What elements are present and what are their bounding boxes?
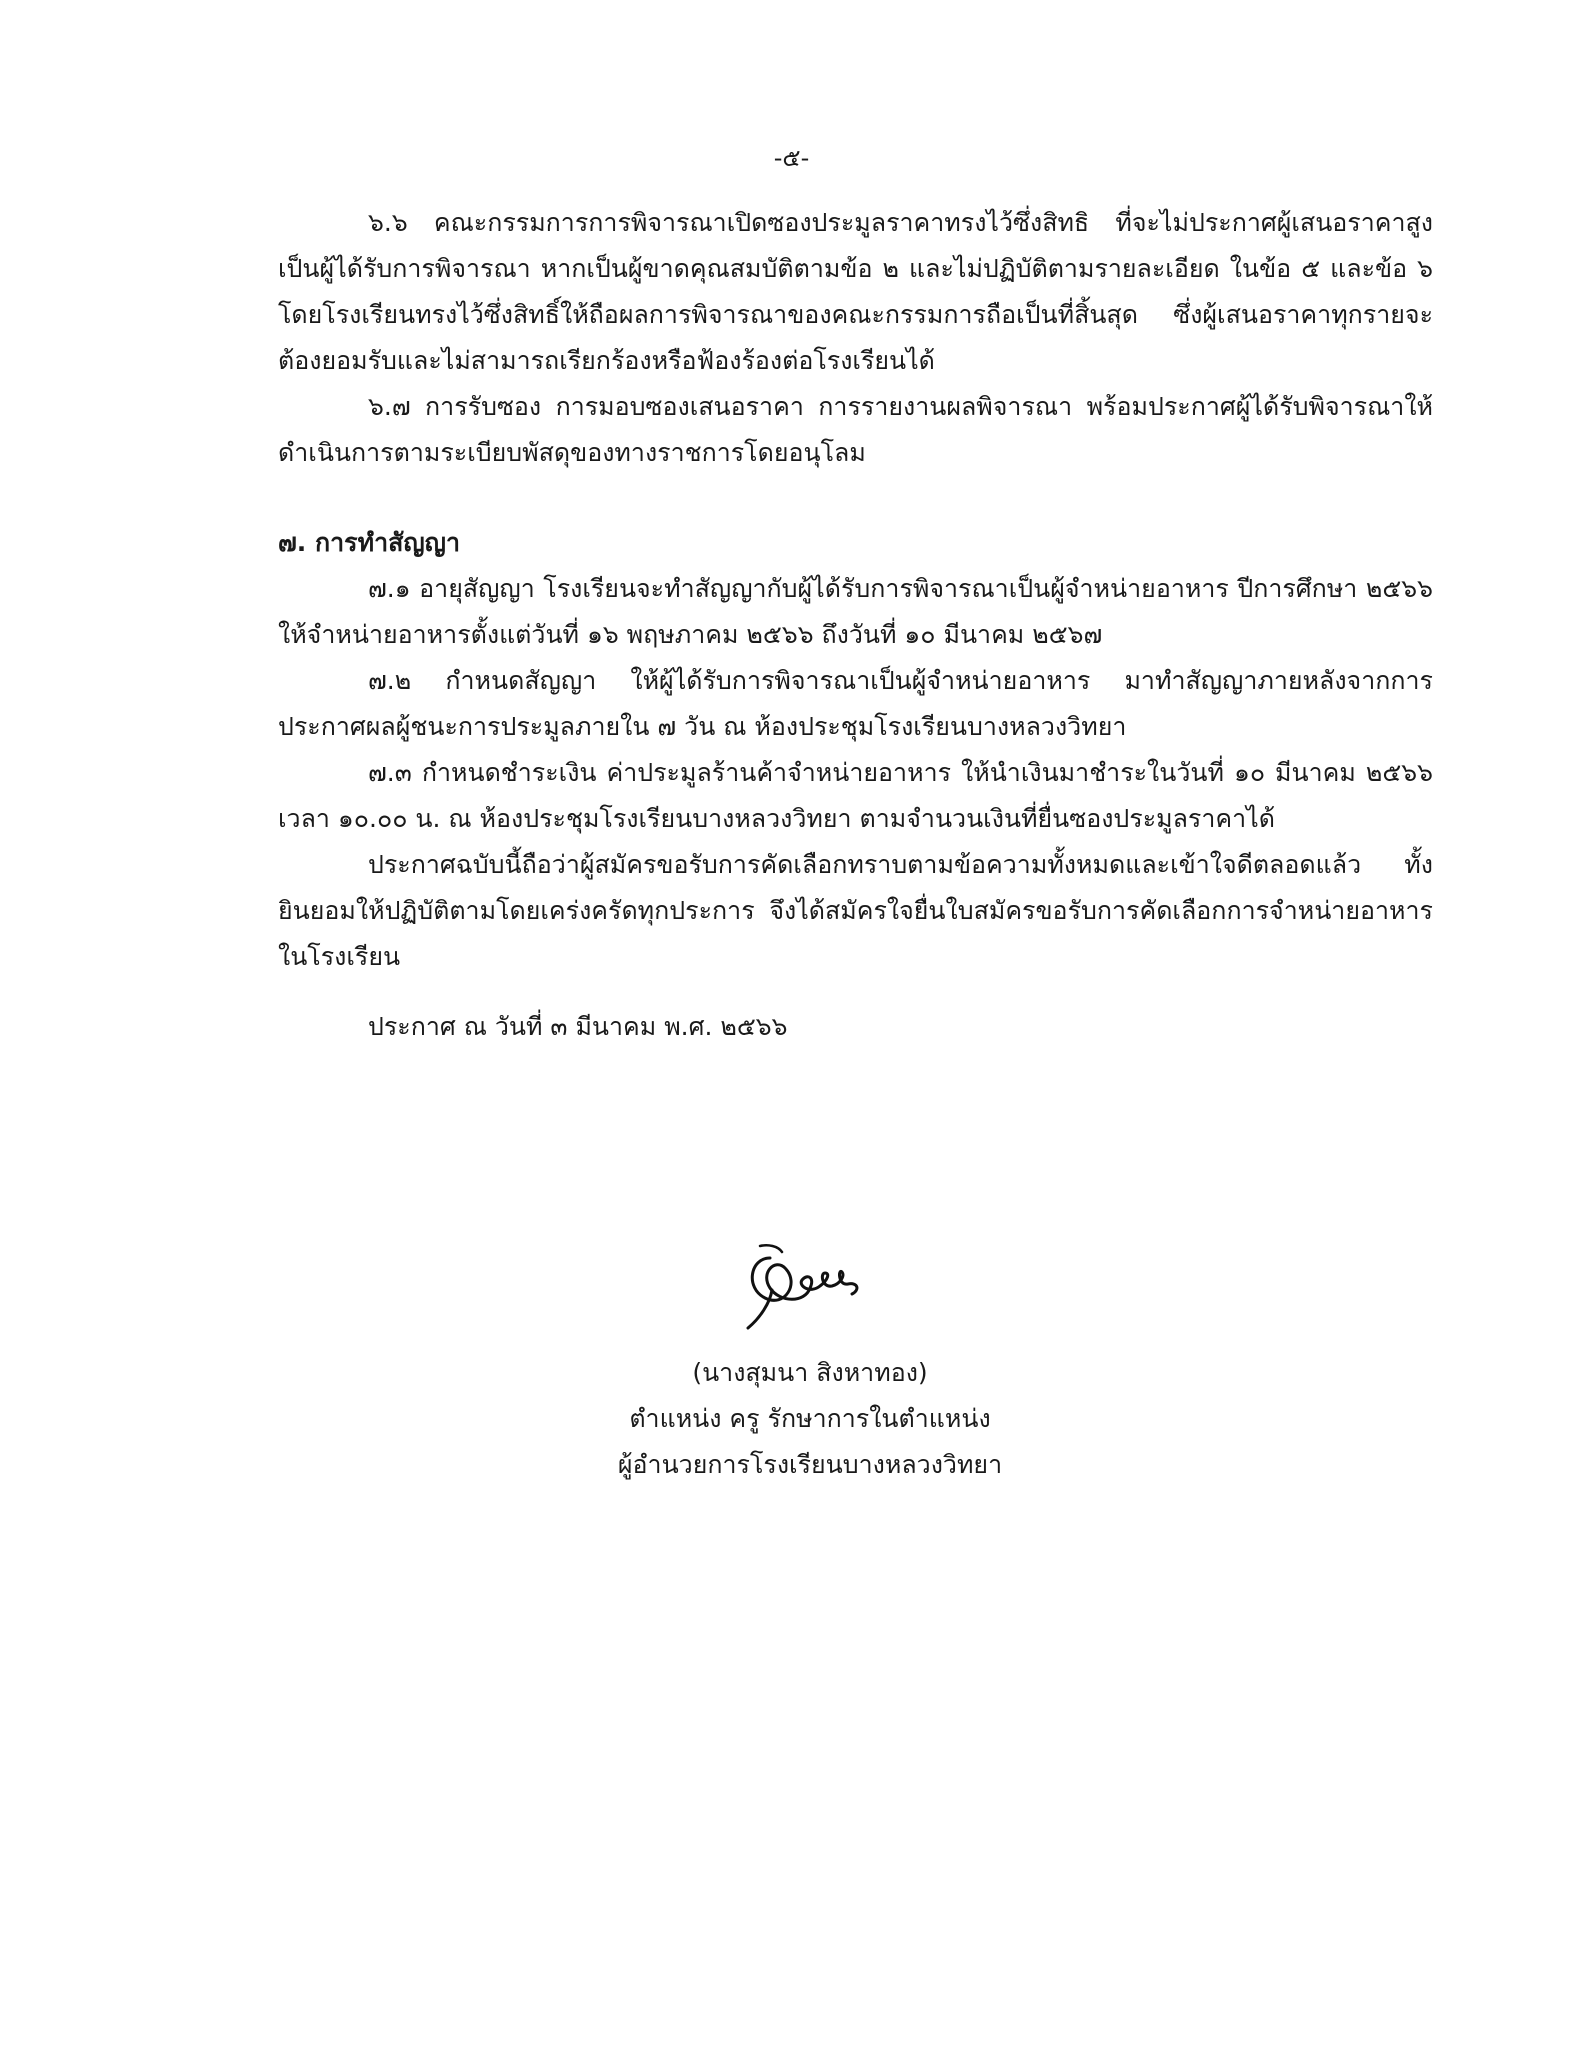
- signatory-position: ตำแหน่ง ครู รักษาการในตำแหน่ง: [629, 1404, 991, 1433]
- clause-7-1: ๗.๑ อายุสัญญา โรงเรียนจะทำสัญญากับผู้ได้รับการพิจารณาเป็นผู้จำหน่ายอาหาร ปีการศึกษา ๒๕๖๖ ให้จำหน่ายอาหารตั้งแต่วันที่ ๑๖ พฤษภาคม ๒๕๖๖ ถึงวันที่ ๑๐ มีนาคม ๒๕๖๗: [278, 574, 1433, 649]
- clause-7-2: ๗.๒ กำหนดสัญญา ให้ผู้ได้รับการพิจารณาเป็นผู้จำหน่ายอาหาร มาทำสัญญาภายหลังจากการประกาศผลผู้ชนะการประมูลภายใน ๗ วัน ณ ห้องประชุมโรงเรียนบางหลวงวิทยา: [278, 666, 1433, 741]
- clause-7-3: ๗.๓ กำหนดชำระเงิน ค่าประมูลร้านค้าจำหน่ายอาหาร ให้นำเงินมาชำระในวันที่ ๑๐ มีนาคม ๒๕๖๖ เวลา ๑๐.๐๐ น. ณ ห้องประชุมโรงเรียนบางหลวงวิทยา ตามจำนวนเงินที่ยื่นซองประมูลราคาได้: [278, 758, 1433, 833]
- handwritten-signature: [730, 1228, 880, 1338]
- page-number: -๕-: [773, 144, 810, 172]
- section-7-heading: ๗. การทำสัญญา: [278, 528, 461, 557]
- announcement-paragraph: ประกาศฉบับนี้ถือว่าผู้สมัครขอรับการคัดเลือกทราบตามข้อความทั้งหมดและเข้าใจดีตลอดแล้ว ทั้งยินยอมให้ปฏิบัติตามโดยเคร่งครัดทุกประการ จึงได้สมัครใจยื่นใบสมัครขอรับการคัดเลือกการจำหน่ายอาหารในโรงเรียน: [278, 850, 1433, 971]
- clause-6-7: ๖.๗ การรับซอง การมอบซองเสนอราคา การรายงานผลพิจารณา พร้อมประกาศผู้ได้รับพิจารณาให้ดำเนินการตามระเบียบพัสดุของทางราชการโดยอนุโลม: [278, 392, 1433, 467]
- announcement-date: ประกาศ ณ วันที่ ๓ มีนาคม พ.ศ. ๒๕๖๖: [368, 1012, 788, 1041]
- signatory-name: (นางสุมนา สิงหาทอง): [692, 1358, 928, 1387]
- clause-6-6: ๖.๖ คณะกรรมการการพิจารณาเปิดซองประมูลราคาทรงไว้ซึ่งสิทธิ ที่จะไม่ประกาศผู้เสนอราคาสูงเป็นผู้ได้รับการพิจารณา หากเป็นผู้ขาดคุณสมบัติตามข้อ ๒ และไม่ปฏิบัติตามรายละเอียด ในข้อ ๕ และข้อ ๖ โดยโรงเรียนทรงไว้ซึ่งสิทธิ์ให้ถือผลการพิจารณาของคณะกรรมการถือเป็นที่สิ้นสุด ซึ่งผู้เสนอราคาทุกรายจะต้องยอมรับและไม่สามารถเรียกร้องหรือฟ้องร้องต่อโรงเรียนได้: [278, 208, 1433, 375]
- document-body: [278, 200, 1433, 1050]
- signature-block: [500, 1350, 1120, 1488]
- signatory-title: ผู้อำนวยการโรงเรียนบางหลวงวิทยา: [617, 1450, 1003, 1479]
